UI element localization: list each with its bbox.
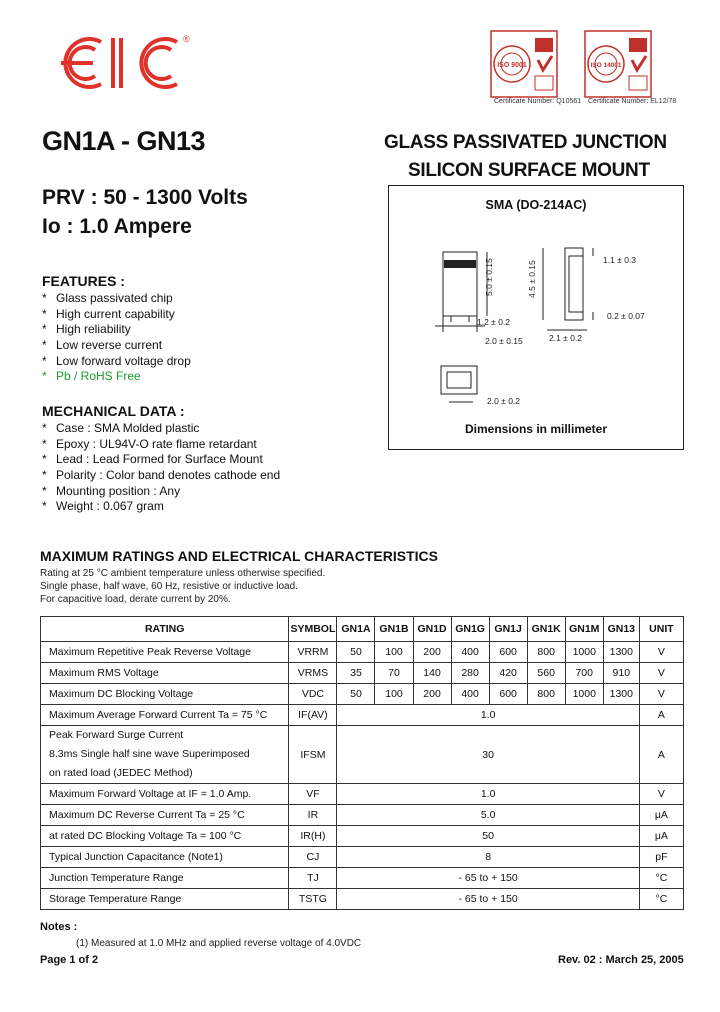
subtitle-2: SILICON SURFACE MOUNT — [408, 160, 650, 181]
table-header: GN1B — [375, 617, 413, 642]
dim-d4: 1.2 ± 0.2 — [477, 317, 511, 327]
dim-d8: 2.0 ± 0.2 — [487, 396, 521, 406]
iso14001-badge — [584, 30, 652, 98]
table-row: Maximum RMS Voltage VRMS 35 70 140 280 420 560 700 910 V — [41, 663, 684, 684]
list-item: * High current capability — [42, 306, 175, 321]
dim-d7: 2.1 ± 0.2 — [549, 333, 583, 343]
table-header: UNIT — [639, 617, 683, 642]
table-row: Junction Temperature Range TJ - 65 to + 150 °C — [41, 868, 684, 889]
table-header-row — [41, 617, 684, 642]
dim-d3: 4.5 ± 0.15 — [527, 260, 537, 298]
revision: Rev. 02 : March 25, 2005 — [558, 954, 684, 966]
table-row: Maximum Repetitive Peak Reverse Voltage VRRM 50 100 200 400 600 800 1000 1300 V — [41, 642, 684, 663]
svg-text:ISO 14001: ISO 14001 — [590, 62, 622, 69]
table-header: SYMBOL — [289, 617, 337, 642]
dim-d5: 0.2 ± 0.07 — [607, 311, 645, 321]
list-item: * Polarity : Color band denotes cathode end — [42, 468, 281, 483]
ratings-heading: MAXIMUM RATINGS AND ELECTRICAL CHARACTERISTICS — [40, 548, 438, 564]
list-item: * Case : SMA Molded plastic — [42, 421, 200, 435]
table-row: Maximum Forward Voltage at IF = 1.0 Amp. VF 1.0 V — [41, 784, 684, 805]
notes-heading: Notes : — [40, 921, 78, 933]
rating-note-2: Single phase, half wave, 60 Hz, resistive or inductive load. — [40, 581, 298, 592]
list-item: * Glass passivated chip — [42, 291, 173, 305]
list-item: * Mounting position : Any — [42, 483, 181, 498]
ratings-table — [40, 616, 684, 910]
table-row: Peak Forward Surge Current 8.3ms Single half sine wave Superimposed on rated load (JEDEC Method) IFSM 30 A — [41, 726, 684, 784]
list-item: * Low reverse current — [42, 338, 163, 353]
rating-note-1: Rating at 25 °C ambient temperature unless otherwise specified. — [40, 568, 326, 579]
note-1: (1) Measured at 1.0 MHz and applied reverse voltage of 4.0VDC — [76, 938, 362, 949]
prv-spec: PRV : 50 - 1300 Volts — [42, 186, 248, 209]
rating-note-3: For capacitive load, derate current by 20%. — [40, 594, 231, 605]
table-row: Maximum DC Reverse Current Ta = 25 °C IR 5.0 μA — [41, 805, 684, 826]
list-item: * Weight : 0.067 gram — [42, 499, 164, 514]
list-item: * High reliability — [42, 322, 131, 337]
svg-text:ISO 9001: ISO 9001 — [497, 62, 527, 69]
reg-mark: ® — [183, 34, 190, 44]
table-header: GN1K — [527, 617, 565, 642]
list-item: * Lead : Lead Formed for Surface Mount — [42, 452, 263, 467]
table-row: Storage Temperature Range TSTG - 65 to + 150 °C — [41, 889, 684, 910]
list-item: * Epoxy : UL94V-O rate flame retardant — [42, 436, 257, 451]
list-item: * Pb / RoHS Free — [42, 369, 141, 384]
table-header: RATING — [41, 617, 289, 642]
features-list — [42, 291, 191, 385]
dim-d1: 1.1 ± 0.3 — [603, 255, 637, 265]
table-header: GN1A — [337, 617, 375, 642]
table-row: Maximum DC Blocking Voltage VDC 50 100 200 400 600 800 1000 1300 V — [41, 684, 684, 705]
dim-d6: 2.0 ± 0.15 — [485, 336, 523, 346]
subtitle-1: GLASS PASSIVATED JUNCTION — [384, 132, 667, 153]
table-header: GN1M — [565, 617, 603, 642]
table-header: GN1D — [413, 617, 451, 642]
eic-logo — [55, 28, 195, 98]
package-caption: Dimensions in millimeter — [464, 422, 608, 436]
mechanical-list — [42, 421, 280, 515]
table-row: Maximum Average Forward Current Ta = 75 °C IF(AV) 1.0 A — [41, 705, 684, 726]
ratings-notes — [40, 567, 325, 606]
cert1-caption: Certificate Number: Q10561 — [494, 98, 582, 105]
cert2-caption: Certificate Number: EL12/78 — [588, 98, 677, 105]
package-drawing — [389, 186, 683, 449]
table-row: at rated DC Blocking Voltage Ta = 100 °C IR(H) 50 μA — [41, 826, 684, 847]
table-header: GN1G — [451, 617, 489, 642]
package-title: SMA (DO-214AC) — [485, 198, 587, 212]
iso9001-badge — [490, 30, 558, 98]
list-item: * Low forward voltage drop — [42, 353, 191, 368]
dim-d2: 5.0 ± 0.15 — [484, 258, 494, 296]
page-number: Page 1 of 2 — [40, 954, 99, 966]
features-heading: FEATURES : — [42, 273, 125, 289]
table-header: GN13 — [603, 617, 639, 642]
io-spec: Io : 1.0 Ampere — [42, 215, 192, 238]
table-row: Typical Junction Capacitance (Note1) CJ 8 pF — [41, 847, 684, 868]
package-diagram — [388, 185, 684, 450]
part-title: GN1A - GN13 — [42, 126, 206, 156]
mechanical-heading: MECHANICAL DATA : — [42, 403, 185, 419]
table-header: GN1J — [489, 617, 527, 642]
